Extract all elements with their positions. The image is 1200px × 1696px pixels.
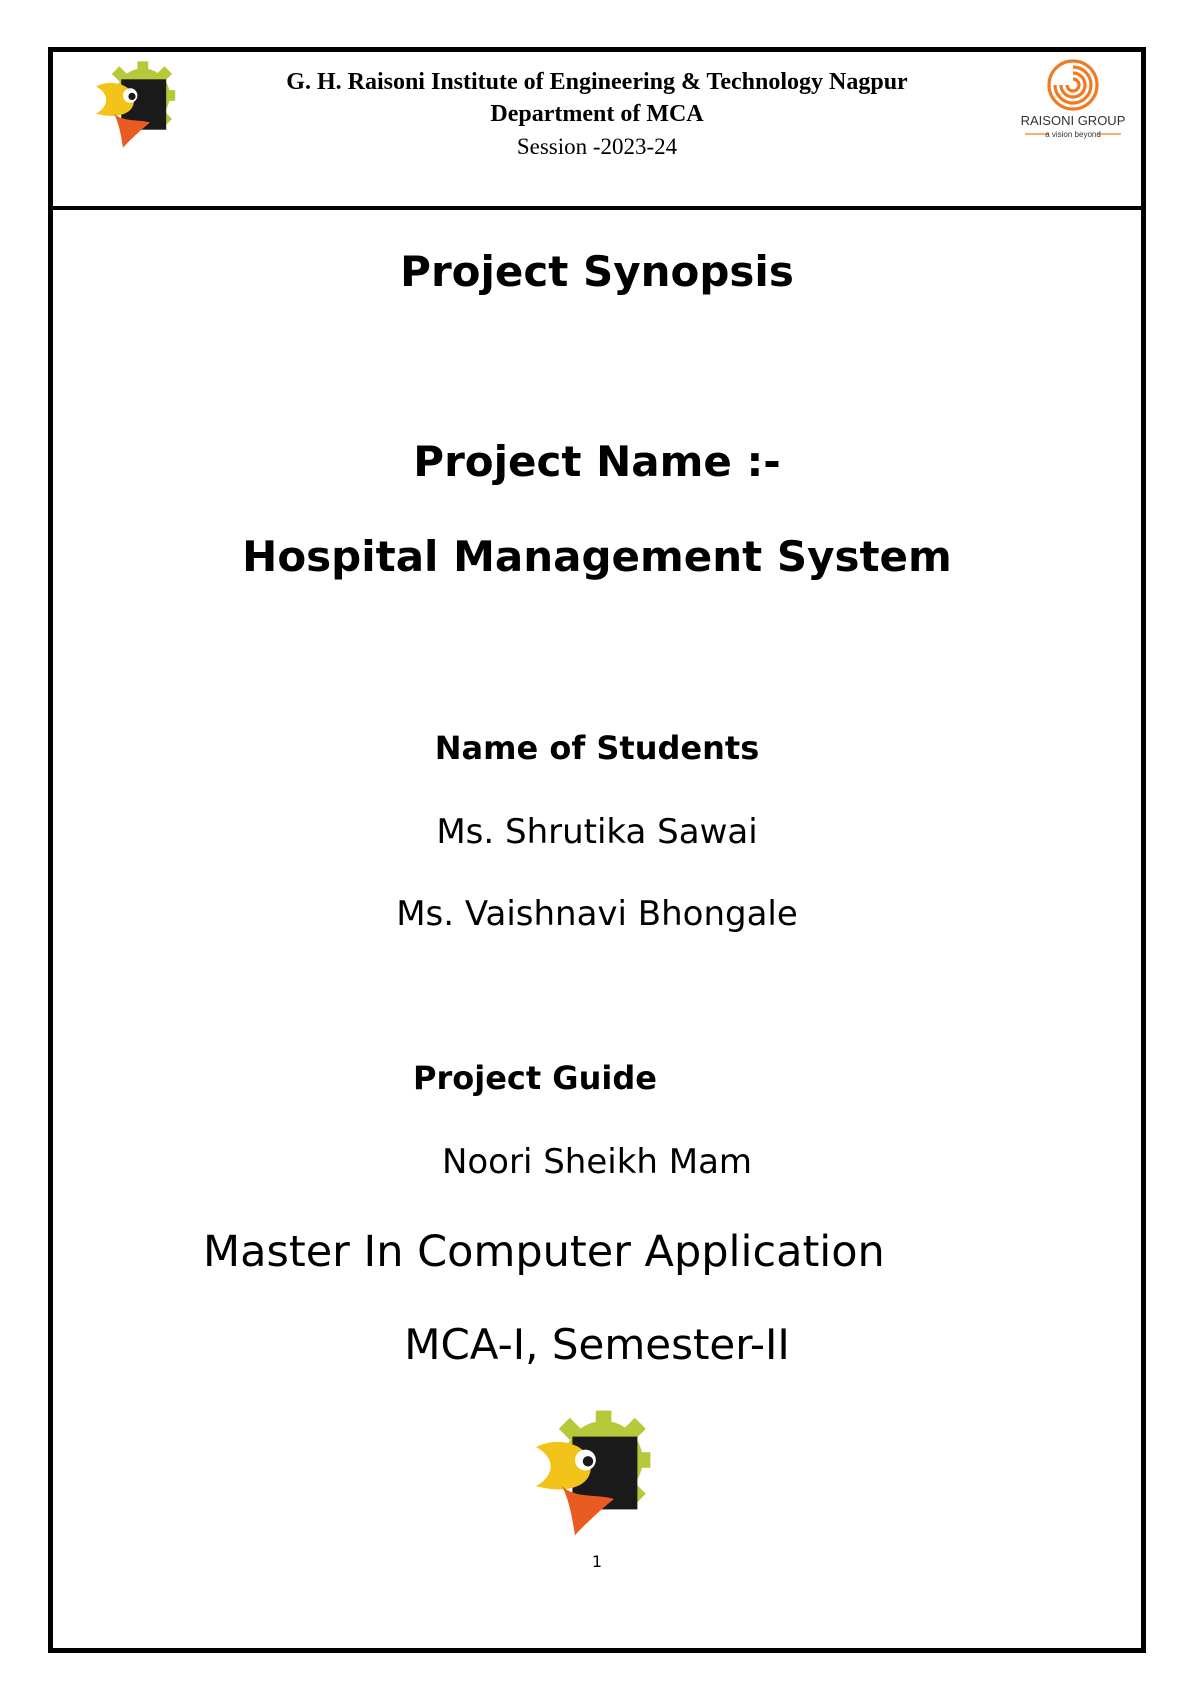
students-heading: Name of Students (434, 729, 760, 767)
institute-name: G. H. Raisoni Institute of Engineering & Technology Nagpur (286, 69, 908, 95)
semester-text: MCA-I, Semester-II (404, 1320, 790, 1369)
guide-name: Noori Sheikh Mam (441, 1142, 753, 1182)
department-name: Department of MCA (490, 101, 704, 127)
student-name: Ms. Vaishnavi Bhongale (396, 894, 798, 934)
letterhead (53, 52, 1141, 210)
page-number: 1 (591, 1552, 603, 1571)
project-name-label: Project Name :- (413, 437, 781, 486)
course-name: Master In Computer Application (203, 1227, 885, 1277)
raisoni-group-logo-icon (1019, 57, 1127, 142)
document-title: Project Synopsis (400, 247, 794, 296)
page-frame (48, 47, 1146, 1653)
institute-logo-icon (87, 57, 177, 152)
session-text: Session -2023-24 (516, 134, 678, 159)
raisoni-group-logo-text: RAISONI GROUP (1020, 113, 1126, 128)
project-name: Hospital Management System (242, 532, 952, 581)
student-name: Ms. Shrutika Sawai (436, 812, 758, 852)
institute-logo-bottom-icon (523, 1408, 653, 1538)
raisoni-group-logo-tagline: a vision beyond (1045, 130, 1101, 139)
guide-heading: Project Guide (413, 1059, 657, 1097)
